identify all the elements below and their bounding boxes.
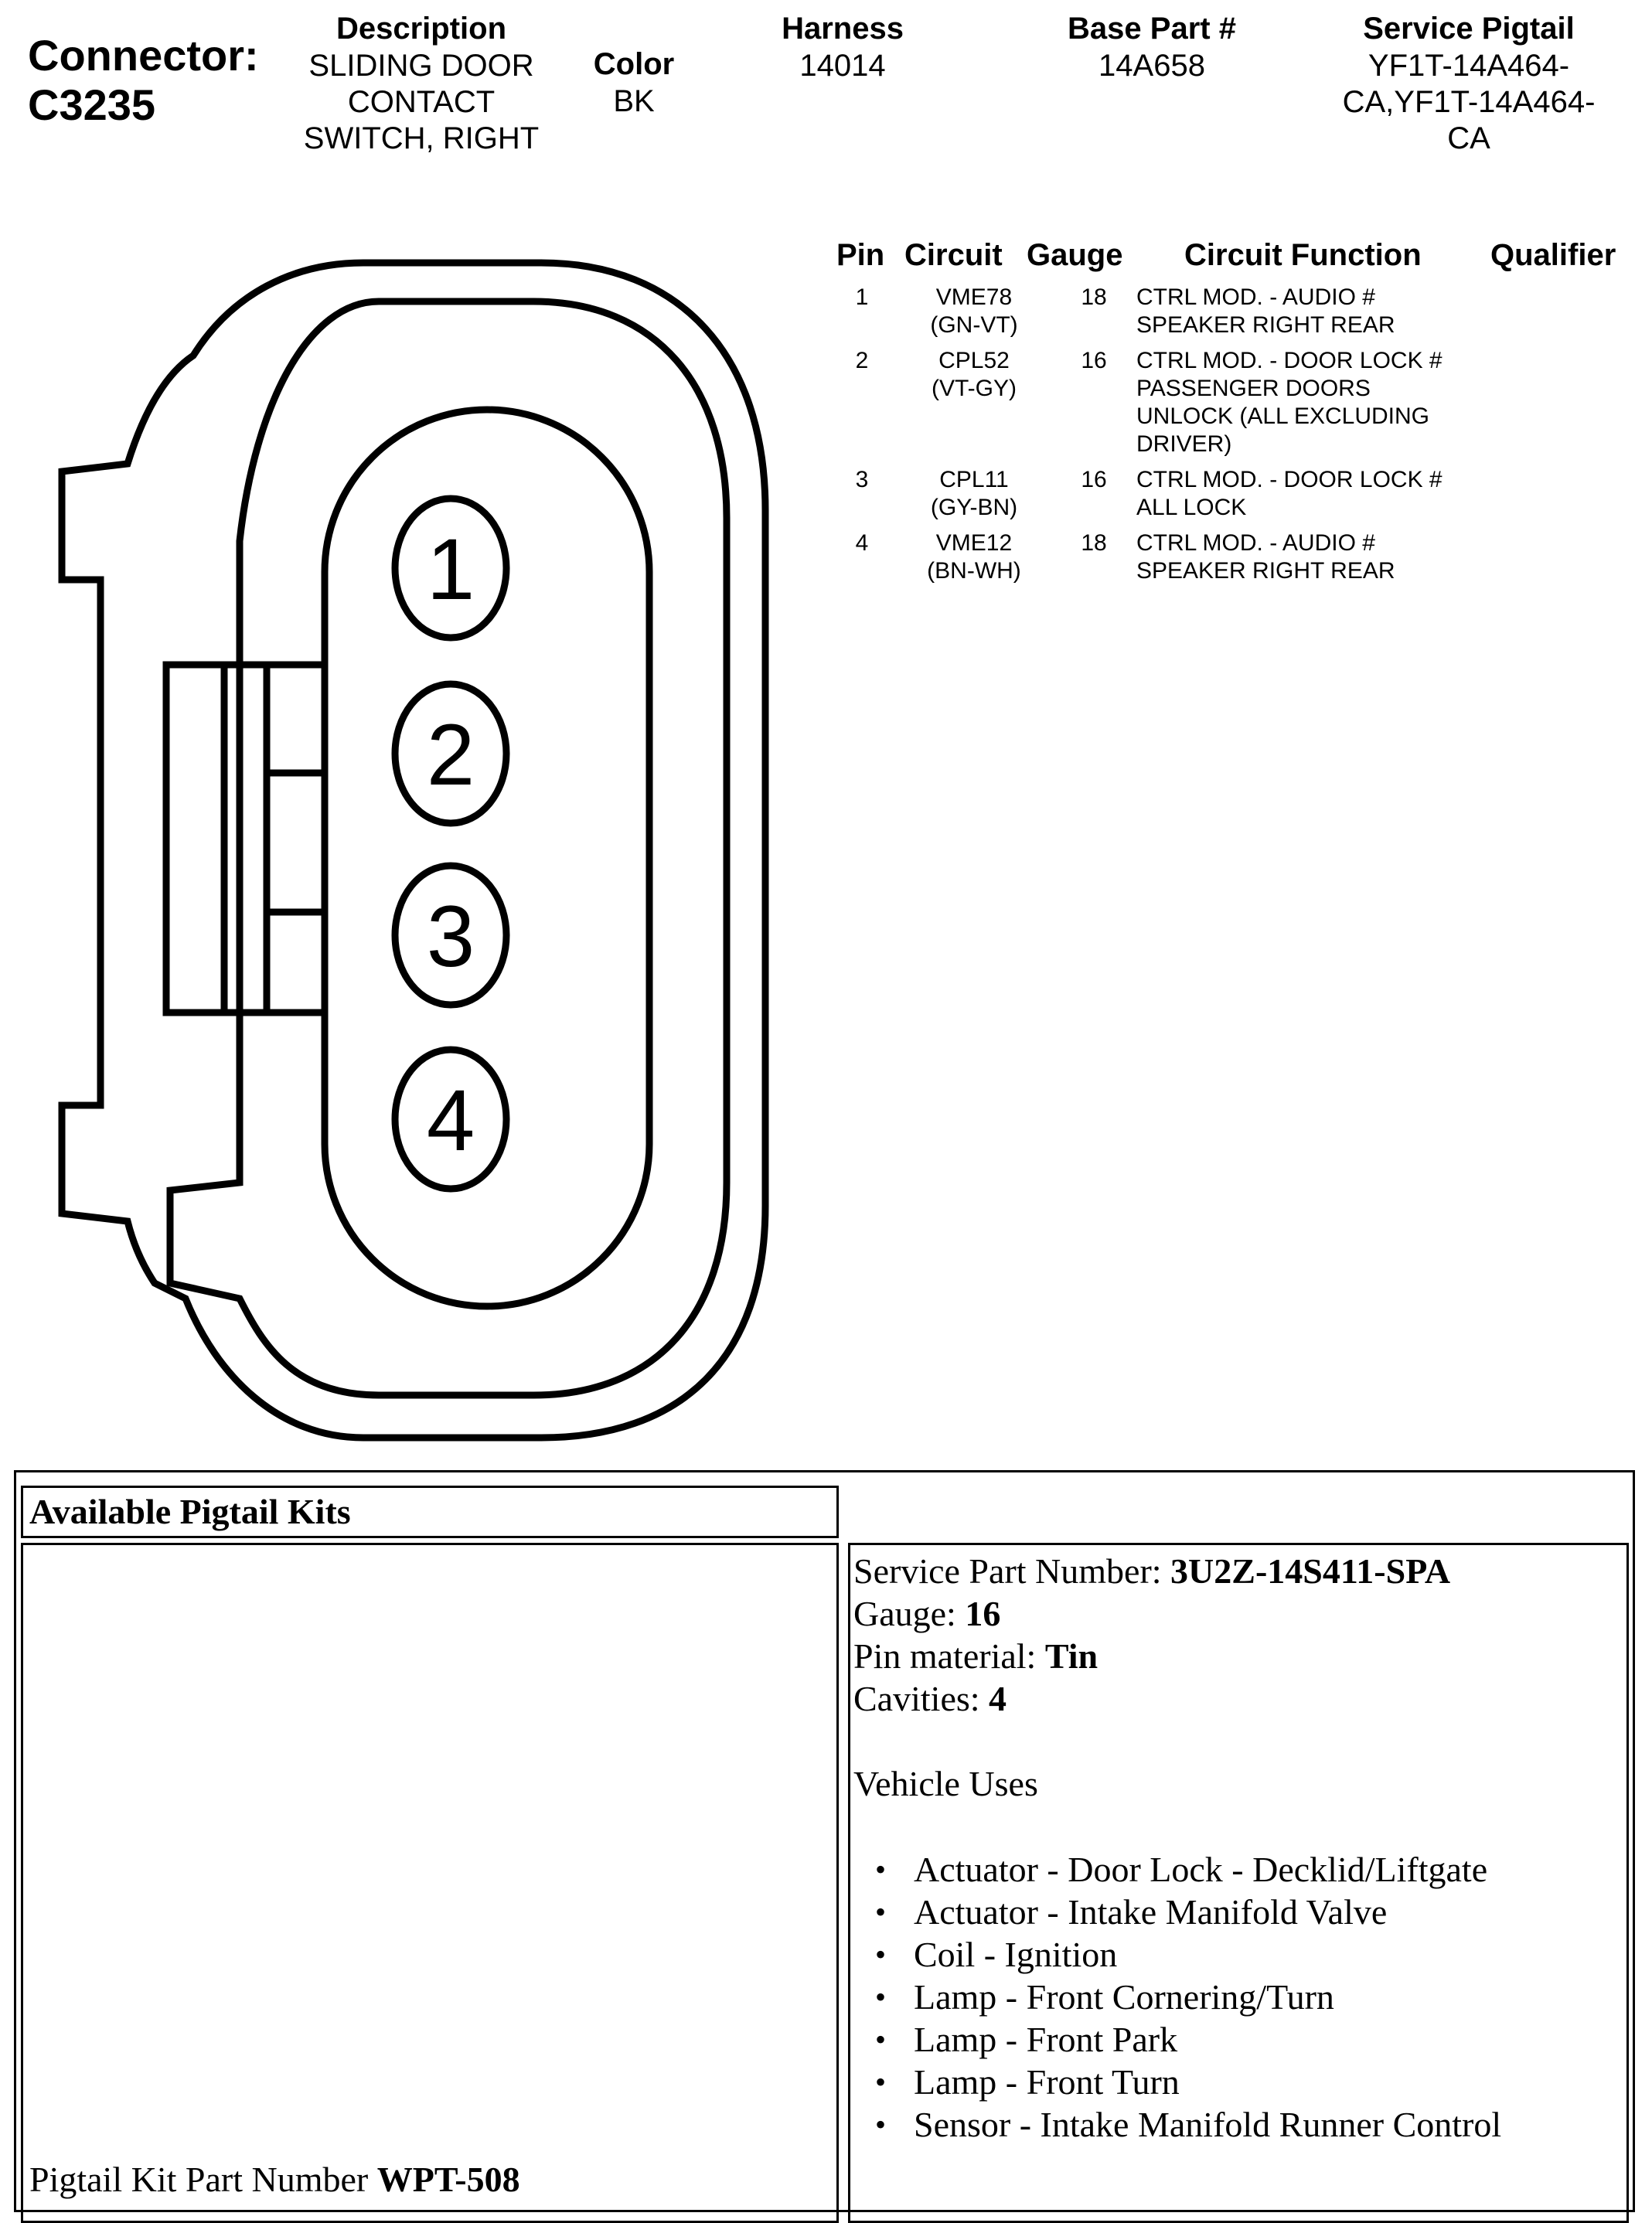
circuit-id: CPL11	[939, 467, 1009, 492]
kit-part-label: Pigtail Kit Part Number	[29, 2160, 369, 2199]
kit-part-value: WPT-508	[376, 2160, 520, 2199]
service-part-label: Service Part Number:	[853, 1551, 1162, 1591]
pin-number: 2	[855, 348, 869, 373]
connector-label: Connector:	[28, 31, 259, 80]
service-pigtail-label: Service Pigtail	[1363, 12, 1575, 46]
circuit-function: CTRL MOD. - DOOR LOCK # PASSENGER DOORS UNLOCK (ALL EXCLUDING DRIVER)	[1136, 348, 1443, 457]
color-value: BK	[613, 84, 655, 118]
list-item: • Lamp - Front Cornering/Turn	[914, 1976, 1626, 2018]
pin-2-label: 2	[426, 706, 475, 803]
service-part-row	[853, 1550, 1626, 1592]
circuit-function: CTRL MOD. - DOOR LOCK # ALL LOCK	[1136, 467, 1443, 520]
base-part-column	[1036, 9, 1268, 84]
description-line: CONTACT	[347, 85, 496, 119]
gauge-header: Gauge	[1027, 238, 1123, 272]
service-pigtail-line: YF1T-14A464-	[1368, 49, 1570, 83]
gauge-value: 16	[1081, 348, 1107, 373]
circuit-id: VME12	[935, 530, 1013, 556]
circuit-function: CTRL MOD. - AUDIO # SPEAKER RIGHT REAR	[1136, 284, 1395, 338]
pin-3-label: 3	[426, 888, 475, 985]
pin-material-row	[853, 1635, 1626, 1677]
cavities-value: 4	[989, 1679, 1007, 1718]
list-item: • Actuator - Intake Manifold Valve	[914, 1891, 1626, 1933]
vehicle-uses-list	[853, 1848, 1626, 2146]
circuit-function: CTRL MOD. - AUDIO # SPEAKER RIGHT REAR	[1136, 530, 1395, 584]
description-column	[286, 9, 557, 157]
gauge-value: 18	[1081, 284, 1107, 310]
list-item: • Lamp - Front Turn	[914, 2061, 1626, 2103]
color-column	[564, 45, 703, 120]
list-item: • Lamp - Front Park	[914, 2018, 1626, 2061]
pin-4-label: 4	[426, 1072, 475, 1169]
gauge-value: 16	[1081, 467, 1107, 492]
pin-number: 4	[855, 530, 869, 556]
circuit-cell	[904, 347, 1044, 403]
circuit-cell	[904, 466, 1044, 522]
circuit-cell	[904, 529, 1044, 585]
list-item: • Coil - Ignition	[914, 1933, 1626, 1976]
connector-face-diagram	[0, 232, 804, 1469]
cavities-label: Cavities:	[853, 1679, 980, 1718]
circuit-id: CPL52	[938, 348, 1010, 373]
gauge-row	[853, 1592, 1626, 1635]
description-label: Description	[336, 12, 507, 46]
circuit-color: (GN-VT)	[930, 312, 1018, 338]
harness-column	[750, 9, 935, 84]
circuit-function-header: Circuit Function	[1184, 238, 1422, 272]
qualifier-header: Qualifier	[1490, 238, 1616, 272]
base-part-value: 14A658	[1098, 49, 1205, 83]
harness-value: 14014	[799, 49, 886, 83]
service-pigtail-column	[1314, 9, 1623, 157]
pin-material-value: Tin	[1044, 1636, 1098, 1676]
circuit-header: Circuit	[904, 238, 1003, 272]
connector-title	[28, 31, 259, 130]
description-line: SWITCH, RIGHT	[303, 121, 540, 155]
connector-housing-inner-outline	[170, 301, 727, 1395]
service-part-value: 3U2Z-14S411-SPA	[1170, 1551, 1451, 1591]
pin-number: 3	[855, 467, 869, 492]
pin-material-label: Pin material:	[853, 1636, 1037, 1676]
pigtail-kit-cell	[21, 1543, 839, 2223]
service-pigtail-line: CA	[1447, 121, 1490, 155]
circuit-id: VME78	[935, 284, 1013, 310]
service-pigtail-line: CA,YF1T-14A464-	[1342, 85, 1596, 119]
pin-1-label: 1	[426, 521, 475, 618]
circuit-color: (GY-BN)	[930, 495, 1018, 520]
color-label: Color	[593, 47, 675, 81]
latch-window	[166, 665, 325, 1013]
cavities-row	[853, 1677, 1626, 1720]
vehicle-uses-label: Vehicle Uses	[853, 1764, 1038, 1803]
circuit-color: (VT-GY)	[932, 376, 1017, 401]
list-item: • Sensor - Intake Manifold Runner Control	[914, 2103, 1626, 2146]
pigtail-kit-part-number	[29, 2158, 520, 2201]
pigtail-detail-cell	[848, 1543, 1629, 2223]
pin-header: Pin	[836, 238, 885, 272]
harness-label: Harness	[782, 12, 904, 46]
base-part-label: Base Part #	[1068, 12, 1236, 46]
description-line: SLIDING DOOR	[308, 49, 534, 83]
connector-id: C3235	[28, 80, 156, 129]
gauge-label: Gauge:	[853, 1594, 956, 1633]
circuit-color: (BN-WH)	[927, 558, 1021, 584]
gauge-value: 16	[965, 1594, 1001, 1633]
pigtail-kits-heading: Available Pigtail Kits	[21, 1486, 839, 1538]
gauge-value: 18	[1081, 530, 1107, 556]
list-item: • Actuator - Door Lock - Decklid/Liftgate	[914, 1848, 1626, 1891]
pin-number: 1	[855, 284, 869, 310]
circuit-cell	[904, 284, 1044, 339]
